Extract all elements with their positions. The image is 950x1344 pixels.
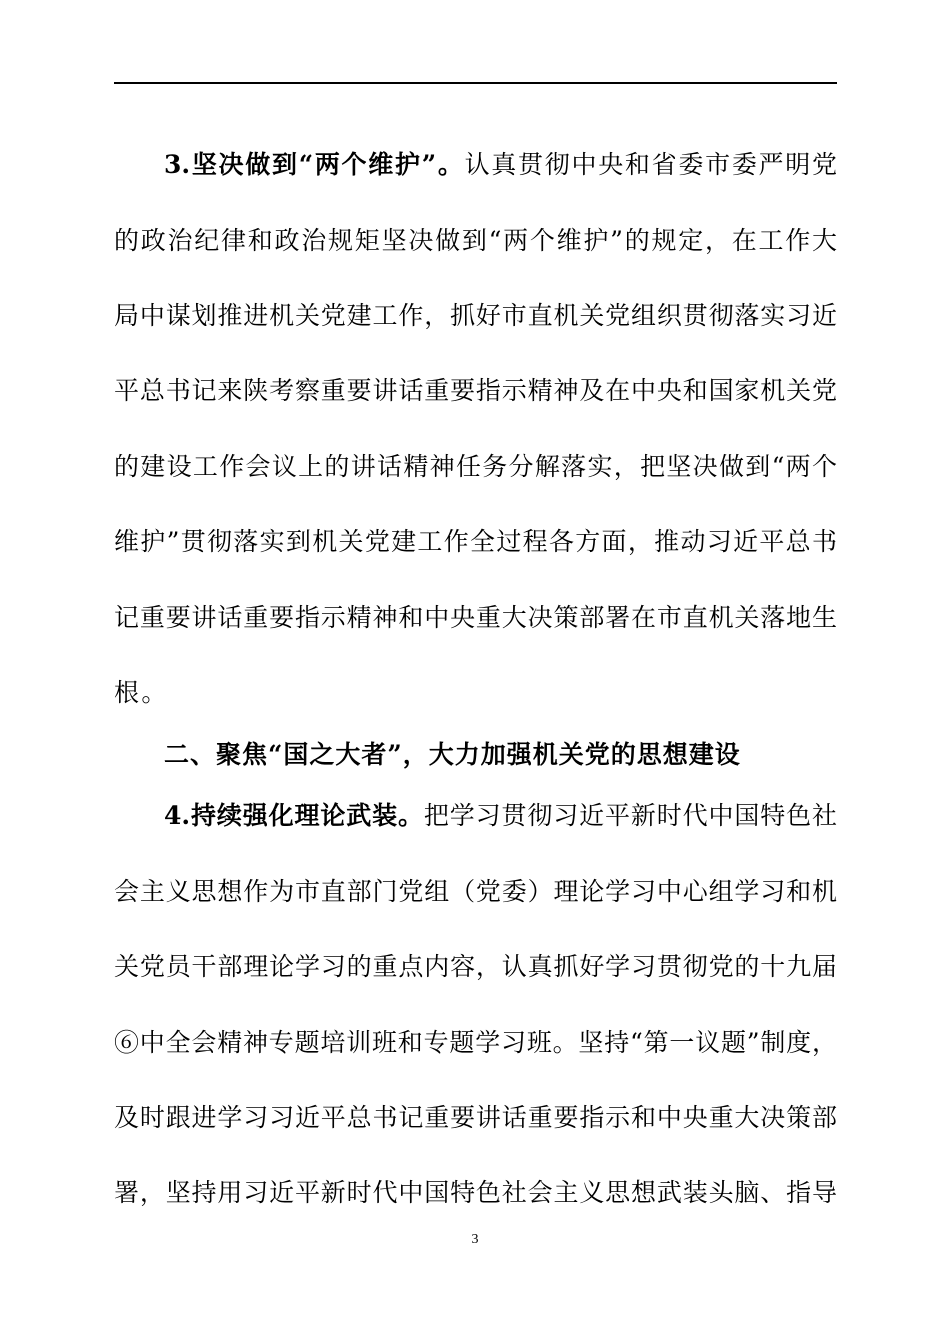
- paragraph-line: 署，坚持用习近平新时代中国特色社会主义思想武装头脑、指导: [114, 1178, 837, 1207]
- paragraph-line: 维护”贯彻落实到机关党建工作全过程各方面，推动习近平总书: [114, 527, 837, 556]
- header-rule: [114, 82, 837, 84]
- paragraph-line: 局中谋划推进机关党建工作，抓好市直机关党组织贯彻落实习近: [114, 301, 837, 330]
- paragraph-line: ⑥中全会精神专题培训班和专题学习班。坚持“第一议题”制度，: [114, 1028, 837, 1057]
- part-2-title: 二、聚焦“国之大者”，大力加强机关党的思想建设: [164, 740, 741, 769]
- section-3-first-line-text: 认真贯彻中央和省委市委严明党: [464, 150, 837, 179]
- section-3-heading: 3.坚决做到“两个维护”。: [164, 150, 465, 179]
- section-3-first-line: [164, 147, 837, 183]
- paragraph-line: 关党员干部理论学习的重点内容，认真抓好学习贯彻党的十九届: [114, 952, 837, 981]
- section-4-heading: 4.持续强化理论武装。: [164, 801, 424, 830]
- section-4-first-line-text: 把学习贯彻习近平新时代中国特色社: [423, 801, 837, 830]
- paragraph-line: 根。: [114, 678, 169, 707]
- paragraph-line: 记重要讲话重要指示精神和中央重大决策部署在市直机关落地生: [114, 603, 837, 632]
- paragraph-line: 的政治纪律和政治规矩坚决做到“两个维护”的规定，在工作大: [114, 226, 837, 255]
- page-number: 3: [471, 1232, 479, 1247]
- paragraph-line: 会主义思想作为市直部门党组（党委）理论学习中心组学习和机: [114, 877, 837, 906]
- paragraph-line: 的建设工作会议上的讲话精神任务分解落实，把坚决做到“两个: [114, 452, 837, 481]
- section-4-first-line: [164, 798, 837, 834]
- paragraph-line: 平总书记来陕考察重要讲话重要指示精神及在中央和国家机关党: [114, 376, 837, 405]
- paragraph-line: 及时跟进学习习近平总书记重要讲话重要指示和中央重大决策部: [114, 1103, 837, 1132]
